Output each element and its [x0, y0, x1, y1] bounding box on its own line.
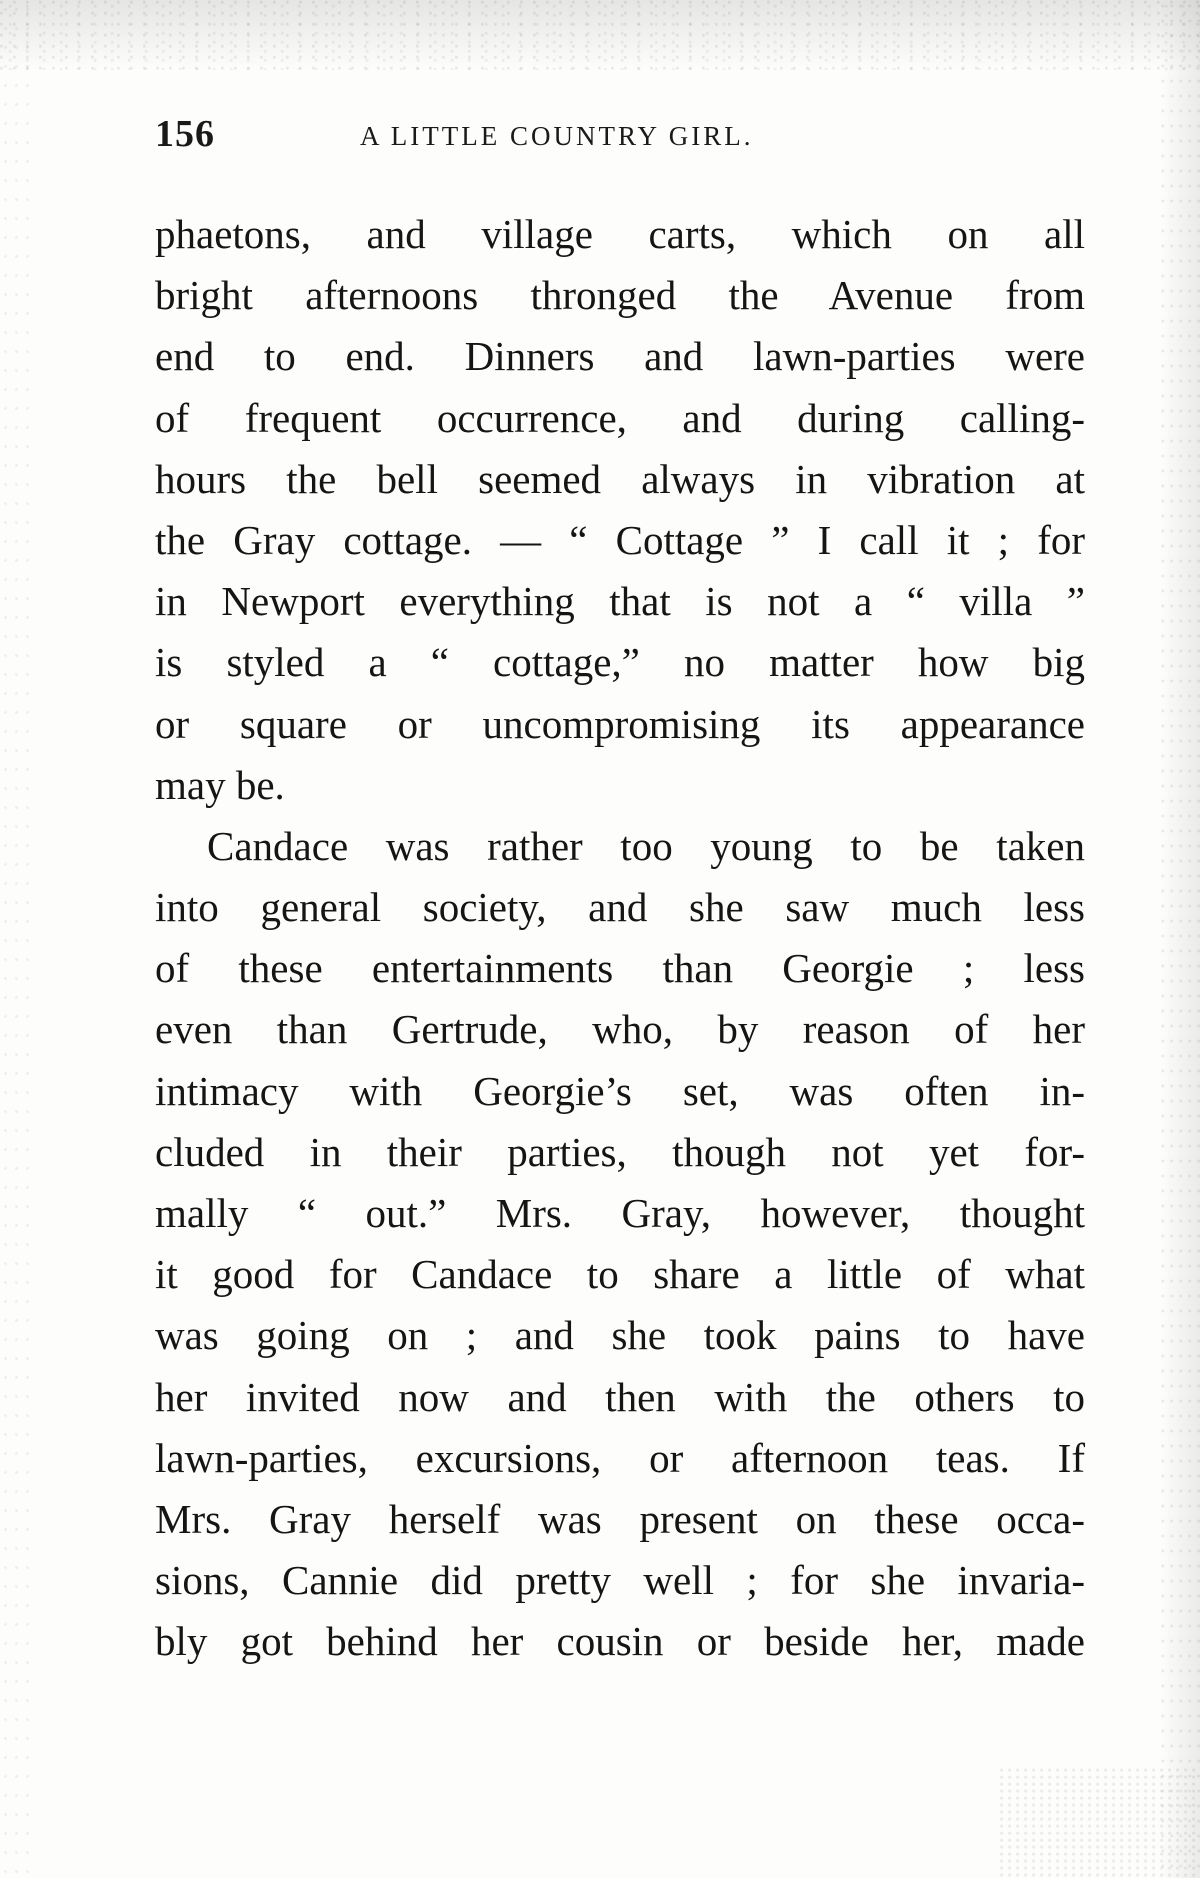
scan-edge-bottom-right: [1000, 1768, 1200, 1878]
text-line: cluded in their parties, though not yet for-: [155, 1128, 1085, 1175]
book-title: A LITTLE COUNTRY GIRL.: [360, 121, 754, 151]
text-line: sions, Cannie did pretty well ; for she invaria-: [155, 1557, 1085, 1604]
text-line: into general society, and she saw much less: [155, 884, 1085, 931]
page-number: 156: [155, 113, 215, 155]
paragraph-1: [155, 204, 1085, 816]
text-line: bright afternoons thronged the Avenue from: [155, 272, 1085, 319]
paragraph-2: [155, 816, 1085, 1673]
text-line: phaetons, and village carts, which on all: [155, 211, 1085, 257]
body-text: [155, 204, 1085, 1673]
text-line: Candace was rather too young to be taken: [207, 822, 1085, 869]
text-line: intimacy with Georgie’s set, was often in-: [155, 1067, 1085, 1114]
text-line: even than Gertrude, who, by reason of her: [155, 1006, 1085, 1053]
scan-edge-left: [0, 0, 30, 1878]
text-line: in Newport everything that is not a “ villa ”: [155, 578, 1085, 625]
running-head: [155, 112, 1085, 162]
text-line: it good for Candace to share a little of what: [155, 1251, 1085, 1298]
text-line: bly got behind her cousin or beside her, made: [155, 1618, 1085, 1665]
scan-edge-right: [1160, 0, 1200, 1878]
text-line: or square or uncompromising its appearance: [155, 700, 1085, 747]
text-line: her invited now and then with the others to: [155, 1373, 1085, 1420]
text-line: Mrs. Gray herself was present on these occa-: [155, 1495, 1085, 1542]
text-line: mally “ out.” Mrs. Gray, however, thought: [155, 1190, 1085, 1236]
text-line: the Gray cottage. — “ Cottage ” I call it ; for: [155, 516, 1085, 563]
text-line: end to end. Dinners and lawn-parties were: [155, 333, 1085, 380]
text-line: may be.: [155, 761, 285, 808]
text-line: of frequent occurrence, and during calling-: [155, 394, 1085, 441]
text-line: hours the bell seemed always in vibration at: [155, 455, 1085, 502]
text-line: of these entertainments than Georgie ; less: [155, 945, 1085, 992]
text-line: lawn-parties, excursions, or afternoon teas. If: [155, 1434, 1085, 1481]
text-line: was going on ; and she took pains to have: [155, 1312, 1085, 1359]
text-line: is styled a “ cottage,” no matter how big: [155, 639, 1085, 686]
scan-edge-top: [0, 0, 1200, 70]
